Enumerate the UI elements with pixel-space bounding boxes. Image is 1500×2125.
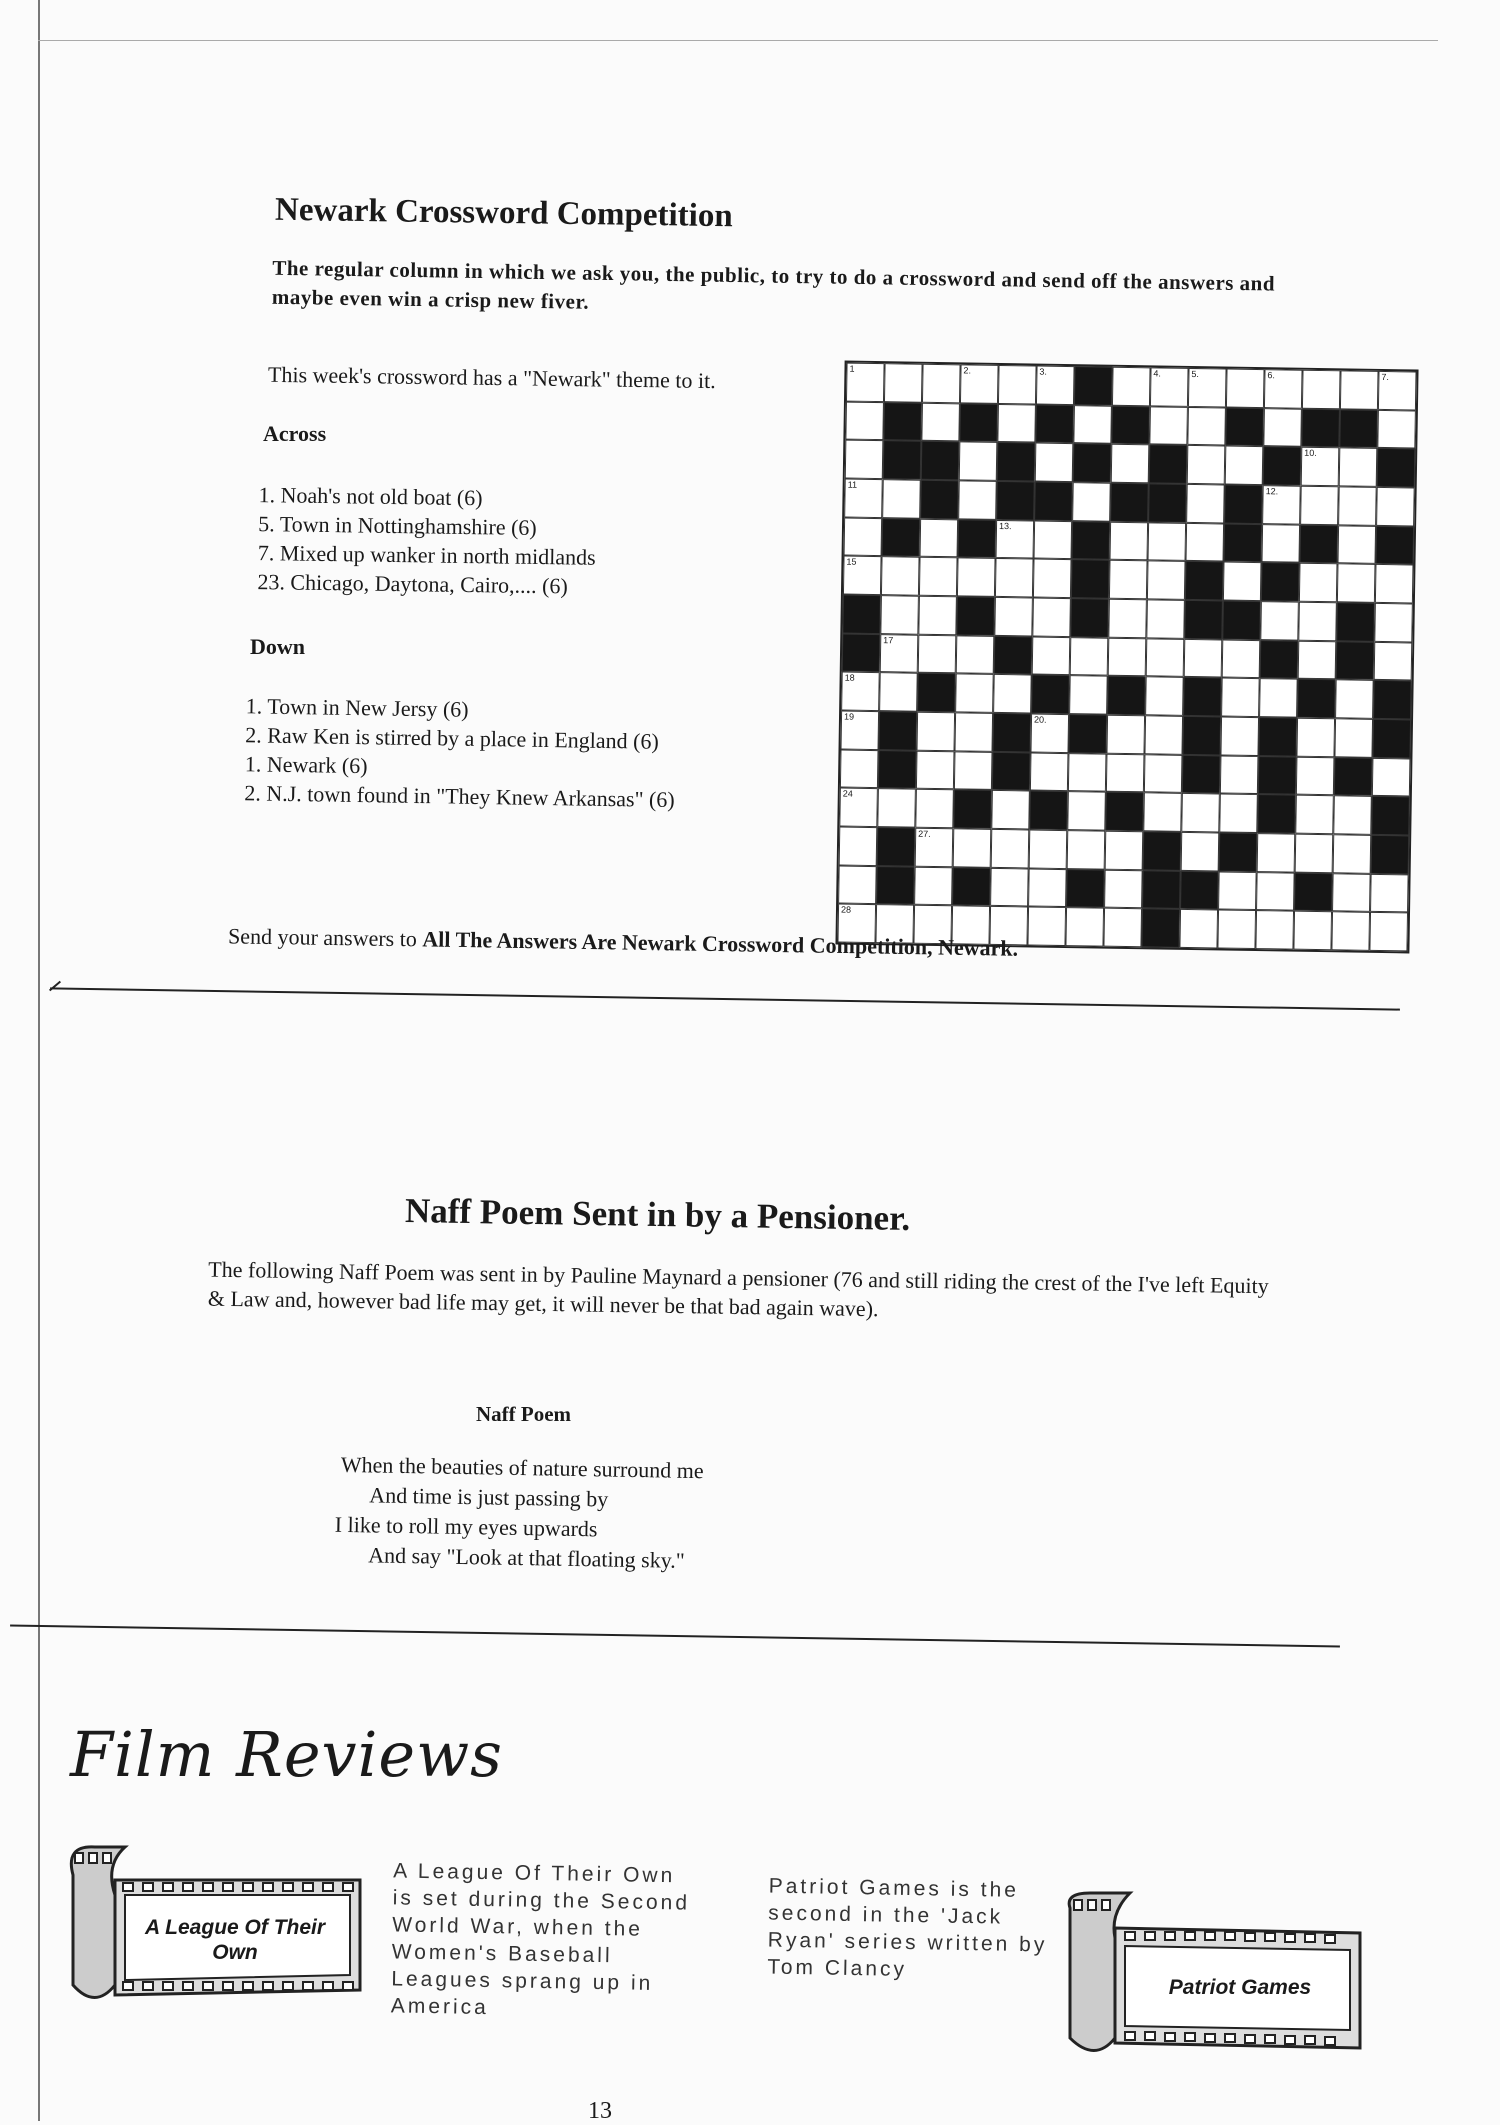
- crossword-cell[interactable]: [1146, 638, 1185, 677]
- crossword-block: [1070, 598, 1109, 637]
- crossword-block: [877, 827, 916, 866]
- crossword-block: [1143, 831, 1182, 870]
- crossword-cell[interactable]: [1149, 406, 1188, 445]
- crossword-block: [996, 481, 1035, 520]
- crossword-cell[interactable]: [840, 749, 879, 788]
- crossword-cell[interactable]: [1295, 834, 1334, 873]
- crossword-block: [1334, 757, 1373, 796]
- down-heading: Down: [250, 634, 306, 659]
- crossword-cell[interactable]: [1112, 367, 1151, 406]
- crossword-cell[interactable]: [1226, 369, 1265, 408]
- crossword-block: [1294, 872, 1333, 911]
- crossword-cell[interactable]: [997, 404, 1036, 443]
- crossword-block: [1072, 521, 1111, 560]
- crossword-cell[interactable]: [1104, 869, 1143, 908]
- crossword-block: [1297, 679, 1336, 718]
- crossword-cell[interactable]: [1295, 795, 1334, 834]
- film2-review-text: Patriot Games is the second in the 'Jack Ryan' series written by Tom Clancy: [767, 1874, 1048, 1981]
- crossword-cell[interactable]: [877, 788, 916, 827]
- crossword-cell[interactable]: [1296, 756, 1335, 795]
- crossword-cell[interactable]: [993, 674, 1032, 713]
- crossword-cell[interactable]: [953, 828, 992, 867]
- crossword-block: [1183, 677, 1222, 716]
- crossword-cell[interactable]: [1070, 637, 1109, 676]
- divider-tick: [49, 981, 61, 992]
- crossword-cell[interactable]: [1150, 367, 1189, 406]
- clue-number: 24: [842, 788, 853, 800]
- clue-number: 28: [840, 904, 852, 916]
- crossword-cell[interactable]: [1369, 912, 1408, 951]
- crossword-cell[interactable]: [1374, 642, 1413, 681]
- crossword-cell[interactable]: [1335, 680, 1374, 719]
- film-reel-banner: [55, 1835, 375, 2015]
- crossword-block: [1184, 600, 1223, 639]
- crossword-cell[interactable]: [1030, 752, 1069, 791]
- across-clue: 23. Chicago, Daytona, Cairo,.... (6): [257, 569, 568, 599]
- crossword-cell[interactable]: [882, 479, 921, 518]
- poem-line: When the beauties of nature surround me: [340, 1451, 704, 1484]
- clue-number: 10.: [1304, 448, 1317, 459]
- crossword-cell[interactable]: [1181, 793, 1220, 832]
- clue-number: 19: [843, 711, 855, 722]
- crossword-cell[interactable]: [1372, 758, 1411, 797]
- crossword-block: [1225, 407, 1264, 446]
- poem-line: I like to roll my eyes upwards: [334, 1511, 598, 1542]
- crossword-cell[interactable]: [881, 556, 920, 595]
- crossword-block: [1377, 448, 1416, 487]
- crossword-cell[interactable]: [1220, 755, 1259, 794]
- film2-banner-title: Patriot Games: [1168, 1976, 1312, 1999]
- crossword-block: [1185, 561, 1224, 600]
- across-clues: [257, 480, 819, 604]
- clue-number: 1: [849, 363, 855, 374]
- crossword-block: [883, 440, 922, 479]
- crossword-cell[interactable]: [918, 596, 957, 635]
- crossword-cell[interactable]: [915, 789, 954, 828]
- down-clue: 2. N.J. town found in "They Knew Arkansas" (6): [244, 780, 675, 813]
- crossword-cell[interactable]: [1029, 829, 1068, 868]
- crossword-cell[interactable]: [1028, 868, 1067, 907]
- crossword-theme-line: This week's crossword has a "Newark" theme to it.: [267, 361, 716, 394]
- crossword-block: [959, 403, 998, 442]
- crossword-block: [1074, 366, 1113, 405]
- crossword-cell[interactable]: [956, 635, 995, 674]
- section-divider: [10, 1625, 1340, 1648]
- send-answers-address: All The Answers Are Newark Crossword Competition, Newark.: [422, 926, 1019, 961]
- crossword-block: [1066, 869, 1105, 908]
- poem-section-title: Naff Poem Sent in by a Pensioner.: [404, 1191, 911, 1238]
- crossword-cell[interactable]: [1332, 873, 1371, 912]
- film-reel-banner: [1060, 1888, 1380, 2068]
- crossword-cell[interactable]: [1144, 754, 1183, 793]
- crossword-cell[interactable]: [844, 479, 883, 518]
- crossword-cell[interactable]: [1259, 678, 1298, 717]
- top-edge-line: [38, 40, 1438, 41]
- crossword-cell[interactable]: [1339, 448, 1378, 487]
- crossword-block: [956, 596, 995, 635]
- crossword-block: [917, 673, 956, 712]
- clue-number: 15: [846, 556, 857, 568]
- crossword-cell[interactable]: [884, 363, 923, 402]
- crossword-block: [952, 867, 991, 906]
- crossword-block: [1371, 796, 1410, 835]
- crossword-block: [1034, 482, 1073, 521]
- crossword-block: [878, 750, 917, 789]
- crossword-cell[interactable]: [880, 595, 919, 634]
- crossword-cell[interactable]: [1187, 407, 1226, 446]
- page-number: 13: [588, 2098, 612, 2124]
- crossword-block: [921, 441, 960, 480]
- crossword-cell[interactable]: [955, 712, 994, 751]
- crossword-block: [1071, 559, 1110, 598]
- crossword-cell[interactable]: [879, 672, 918, 711]
- crossword-cell[interactable]: [1106, 715, 1145, 754]
- crossword-cell[interactable]: [1301, 447, 1340, 486]
- poem-line: And time is just passing by: [369, 1482, 609, 1512]
- crossword-cell[interactable]: [1340, 370, 1379, 409]
- crossword-cell[interactable]: [839, 788, 878, 827]
- crossword-cell[interactable]: [1221, 678, 1260, 717]
- across-clue: 1. Noah's not old boat (6): [258, 482, 483, 511]
- crossword-cell[interactable]: [1067, 791, 1106, 830]
- crossword-cell[interactable]: [921, 402, 960, 441]
- crossword-cell[interactable]: [1222, 639, 1261, 678]
- crossword-cell[interactable]: [1338, 486, 1377, 525]
- crossword-cell[interactable]: [1187, 445, 1226, 484]
- crossword-block: [1299, 524, 1338, 563]
- crossword-block: [1107, 676, 1146, 715]
- down-clue: 1. Newark (6): [244, 751, 368, 779]
- crossword-cell[interactable]: [1337, 564, 1376, 603]
- crossword-cell[interactable]: [1186, 484, 1225, 523]
- crossword-cell[interactable]: [1147, 561, 1186, 600]
- crossword-cell[interactable]: [1298, 602, 1337, 641]
- crossword-cell[interactable]: [1331, 912, 1370, 951]
- crossword-cell[interactable]: [919, 557, 958, 596]
- crossword-block: [1336, 602, 1375, 641]
- crossword-cell[interactable]: [1333, 796, 1372, 835]
- crossword-cell[interactable]: [1034, 520, 1073, 559]
- crossword-cell[interactable]: [1263, 408, 1302, 447]
- crossword-cell[interactable]: [1073, 405, 1112, 444]
- film1-banner-title: A League Of Their Own: [144, 1916, 326, 1964]
- down-clue: 2. Raw Ken is stirred by a place in England (6): [245, 722, 660, 754]
- crossword-block: [1149, 445, 1188, 484]
- crossword-block: [1142, 870, 1181, 909]
- crossword-cell[interactable]: [1106, 753, 1145, 792]
- clue-number: 11: [847, 479, 858, 490]
- crossword-cell[interactable]: [955, 674, 994, 713]
- crossword-cell[interactable]: [1032, 636, 1071, 675]
- poem-body: [334, 1450, 936, 1580]
- clue-number: 5.: [1191, 368, 1200, 380]
- clue-number: 4.: [1153, 368, 1162, 379]
- crossword-cell[interactable]: [1296, 718, 1335, 757]
- crossword-cell[interactable]: [1333, 834, 1372, 873]
- crossword-grid: [835, 361, 1418, 954]
- crossword-cell[interactable]: [839, 827, 878, 866]
- clue-number: 17: [883, 634, 894, 645]
- crossword-block: [1371, 835, 1410, 874]
- crossword-cell[interactable]: [1035, 443, 1074, 482]
- crossword-cell[interactable]: [917, 712, 956, 751]
- crossword-block: [1148, 483, 1187, 522]
- crossword-cell[interactable]: [1143, 793, 1182, 832]
- crossword-cell[interactable]: [1260, 601, 1299, 640]
- crossword-cell[interactable]: [918, 634, 957, 673]
- crossword-cell[interactable]: [1186, 523, 1225, 562]
- crossword-cell[interactable]: [1300, 486, 1339, 525]
- across-clue: 7. Mixed up wanker in north midlands: [257, 540, 596, 570]
- crossword-cell[interactable]: [1068, 753, 1107, 792]
- crossword-cell[interactable]: [914, 866, 953, 905]
- crossword-cell[interactable]: [998, 365, 1037, 404]
- crossword-cell[interactable]: [1378, 371, 1417, 410]
- crossword-cell[interactable]: [1337, 525, 1376, 564]
- crossword-cell[interactable]: [1219, 794, 1258, 833]
- crossword-cell[interactable]: [1145, 677, 1184, 716]
- crossword-cell[interactable]: [843, 556, 882, 595]
- crossword-cell[interactable]: [841, 672, 880, 711]
- crossword-cell[interactable]: [1334, 718, 1373, 757]
- clue-number: 6.: [1267, 370, 1276, 381]
- crossword-cell[interactable]: [1188, 368, 1227, 407]
- crossword-cell[interactable]: [1375, 564, 1414, 603]
- crossword-block: [1372, 719, 1411, 758]
- crossword-block: [1031, 675, 1070, 714]
- crossword-cell[interactable]: [960, 364, 999, 403]
- crossword-block: [1375, 526, 1414, 565]
- poem-title: Naff Poem: [476, 1402, 572, 1426]
- crossword-cell[interactable]: [1036, 366, 1075, 405]
- crossword-block: [1373, 680, 1412, 719]
- crossword-cell[interactable]: [845, 440, 884, 479]
- crossword-block: [1110, 483, 1149, 522]
- crossword-cell[interactable]: [958, 480, 997, 519]
- poem-line: And say "Look at that floating sky.": [368, 1542, 685, 1573]
- crossword-block: [1219, 832, 1258, 871]
- crossword-block: [1105, 792, 1144, 831]
- clue-number: 3.: [1039, 366, 1048, 377]
- crossword-cell[interactable]: [1376, 487, 1415, 526]
- crossword-cell[interactable]: [1256, 872, 1295, 911]
- across-clue: 5. Town in Nottinghamshire (6): [258, 511, 537, 540]
- section-divider: [50, 987, 1400, 1010]
- crossword-block: [1258, 717, 1297, 756]
- crossword-cell[interactable]: [1105, 831, 1144, 870]
- crossword-cell[interactable]: [1184, 639, 1223, 678]
- crossword-cell[interactable]: [1370, 874, 1409, 913]
- crossword-cell[interactable]: [1030, 714, 1069, 753]
- crossword-cell[interactable]: [995, 558, 1034, 597]
- crossword-block: [842, 595, 881, 634]
- crossword-block: [994, 636, 1033, 675]
- crossword-cell[interactable]: [1108, 599, 1147, 638]
- crossword-block: [1180, 871, 1219, 910]
- crossword-cell[interactable]: [1069, 675, 1108, 714]
- clue-number: 12.: [1265, 486, 1279, 497]
- crossword-cell[interactable]: [994, 597, 1033, 636]
- clue-number: 2.: [963, 365, 972, 376]
- crossword-cell[interactable]: [916, 750, 955, 789]
- crossword-cell[interactable]: [1218, 871, 1257, 910]
- crossword-block: [1035, 404, 1074, 443]
- crossword-cell[interactable]: [1299, 563, 1338, 602]
- crossword-cell[interactable]: [1223, 562, 1262, 601]
- crossword-cell[interactable]: [1109, 560, 1148, 599]
- crossword-block: [1073, 443, 1112, 482]
- clue-number: 7.: [1381, 371, 1390, 383]
- film1-review-text: A League Of Their Own is set during the Second World War, when the Women's Baseball Leagues sprang up in America: [390, 1859, 691, 2020]
- crossword-cell[interactable]: [1108, 637, 1147, 676]
- crossword-block: [920, 480, 959, 519]
- crossword-cell[interactable]: [922, 364, 961, 403]
- crossword-block: [1224, 523, 1263, 562]
- poem-intro: The following Naff Poem was sent in by Pauline Maynard a pensioner (76 and still riding the crest of the I've left Equity & Law and, however bad life may get, it will never be that bad again wave).: [207, 1256, 1269, 1322]
- crossword-block: [1336, 641, 1375, 680]
- crossword-cell[interactable]: [1067, 830, 1106, 869]
- down-clue: 1. Town in New Jersy (6): [245, 693, 469, 722]
- page-edge-line: [38, 0, 40, 2121]
- crossword-block: [958, 519, 997, 558]
- crossword-block: [1224, 485, 1263, 524]
- crossword-cell[interactable]: [991, 790, 1030, 829]
- crossword-cell[interactable]: [1225, 446, 1264, 485]
- crossword-block: [1257, 794, 1296, 833]
- across-heading: Across: [263, 421, 327, 446]
- crossword-cell[interactable]: [1144, 715, 1183, 754]
- film-reviews-heading: Film Reviews: [70, 1718, 503, 1791]
- clue-number: 13.: [998, 520, 1012, 531]
- crossword-cell[interactable]: [920, 518, 959, 557]
- crossword-cell[interactable]: [990, 868, 1029, 907]
- crossword-cell[interactable]: [954, 751, 993, 790]
- crossword-block: [842, 633, 881, 672]
- crossword-cell[interactable]: [1146, 599, 1185, 638]
- crossword-block: [1301, 408, 1340, 447]
- crossword-block: [883, 402, 922, 441]
- crossword-block: [1068, 714, 1107, 753]
- crossword-block: [1263, 446, 1302, 485]
- crossword-cell[interactable]: [1374, 603, 1413, 642]
- crossword-cell[interactable]: [880, 634, 919, 673]
- crossword-cell[interactable]: [1033, 559, 1072, 598]
- crossword-cell[interactable]: [1377, 410, 1416, 449]
- crossword-cell[interactable]: [1302, 370, 1341, 409]
- crossword-cell[interactable]: [1264, 369, 1303, 408]
- crossword-block: [1260, 640, 1299, 679]
- crossword-block: [1258, 756, 1297, 795]
- crossword-title: Newark Crossword Competition: [274, 191, 733, 235]
- crossword-cell[interactable]: [1148, 522, 1187, 561]
- crossword-cell[interactable]: [915, 828, 954, 867]
- crossword-cell[interactable]: [991, 829, 1030, 868]
- crossword-cell[interactable]: [844, 517, 883, 556]
- crossword-cell[interactable]: [846, 363, 885, 402]
- crossword-block: [953, 790, 992, 829]
- crossword-cell[interactable]: [1262, 524, 1301, 563]
- crossword-block: [992, 713, 1031, 752]
- crossword-cell[interactable]: [1257, 833, 1296, 872]
- crossword-cell[interactable]: [1220, 716, 1259, 755]
- crossword-block: [992, 752, 1031, 791]
- crossword-cell[interactable]: [957, 558, 996, 597]
- crossword-block: [876, 866, 915, 905]
- crossword-block: [879, 711, 918, 750]
- crossword-cell[interactable]: [1111, 444, 1150, 483]
- crossword-cell[interactable]: [1298, 640, 1337, 679]
- clue-number: 18: [844, 672, 855, 684]
- crossword-block: [997, 442, 1036, 481]
- crossword-cell[interactable]: [959, 442, 998, 481]
- crossword-cell[interactable]: [845, 401, 884, 440]
- crossword-cell[interactable]: [1262, 485, 1301, 524]
- down-clues: [244, 691, 846, 816]
- crossword-cell[interactable]: [841, 711, 880, 750]
- crossword-block: [882, 518, 921, 557]
- crossword-block: [1339, 409, 1378, 448]
- send-answers-prefix: Send your answers to: [227, 923, 423, 952]
- crossword-block: [1182, 716, 1221, 755]
- crossword-cell[interactable]: [1110, 521, 1149, 560]
- crossword-block: [1111, 405, 1150, 444]
- crossword-block: [1029, 791, 1068, 830]
- crossword-cell[interactable]: [1072, 482, 1111, 521]
- crossword-cell[interactable]: [996, 520, 1035, 559]
- clue-number: 27.: [918, 828, 931, 839]
- crossword-cell[interactable]: [1181, 832, 1220, 871]
- crossword-intro: The regular column in which we ask you, the public, to try to do a crossword and send off the answers and maybe even win a crisp new fiver.: [271, 255, 1276, 314]
- clue-number: 20.: [1033, 714, 1047, 725]
- crossword-cell[interactable]: [1032, 598, 1071, 637]
- crossword-block: [1261, 562, 1300, 601]
- crossword-block: [1182, 755, 1221, 794]
- crossword-block: [1222, 600, 1261, 639]
- crossword-cell[interactable]: [838, 865, 877, 904]
